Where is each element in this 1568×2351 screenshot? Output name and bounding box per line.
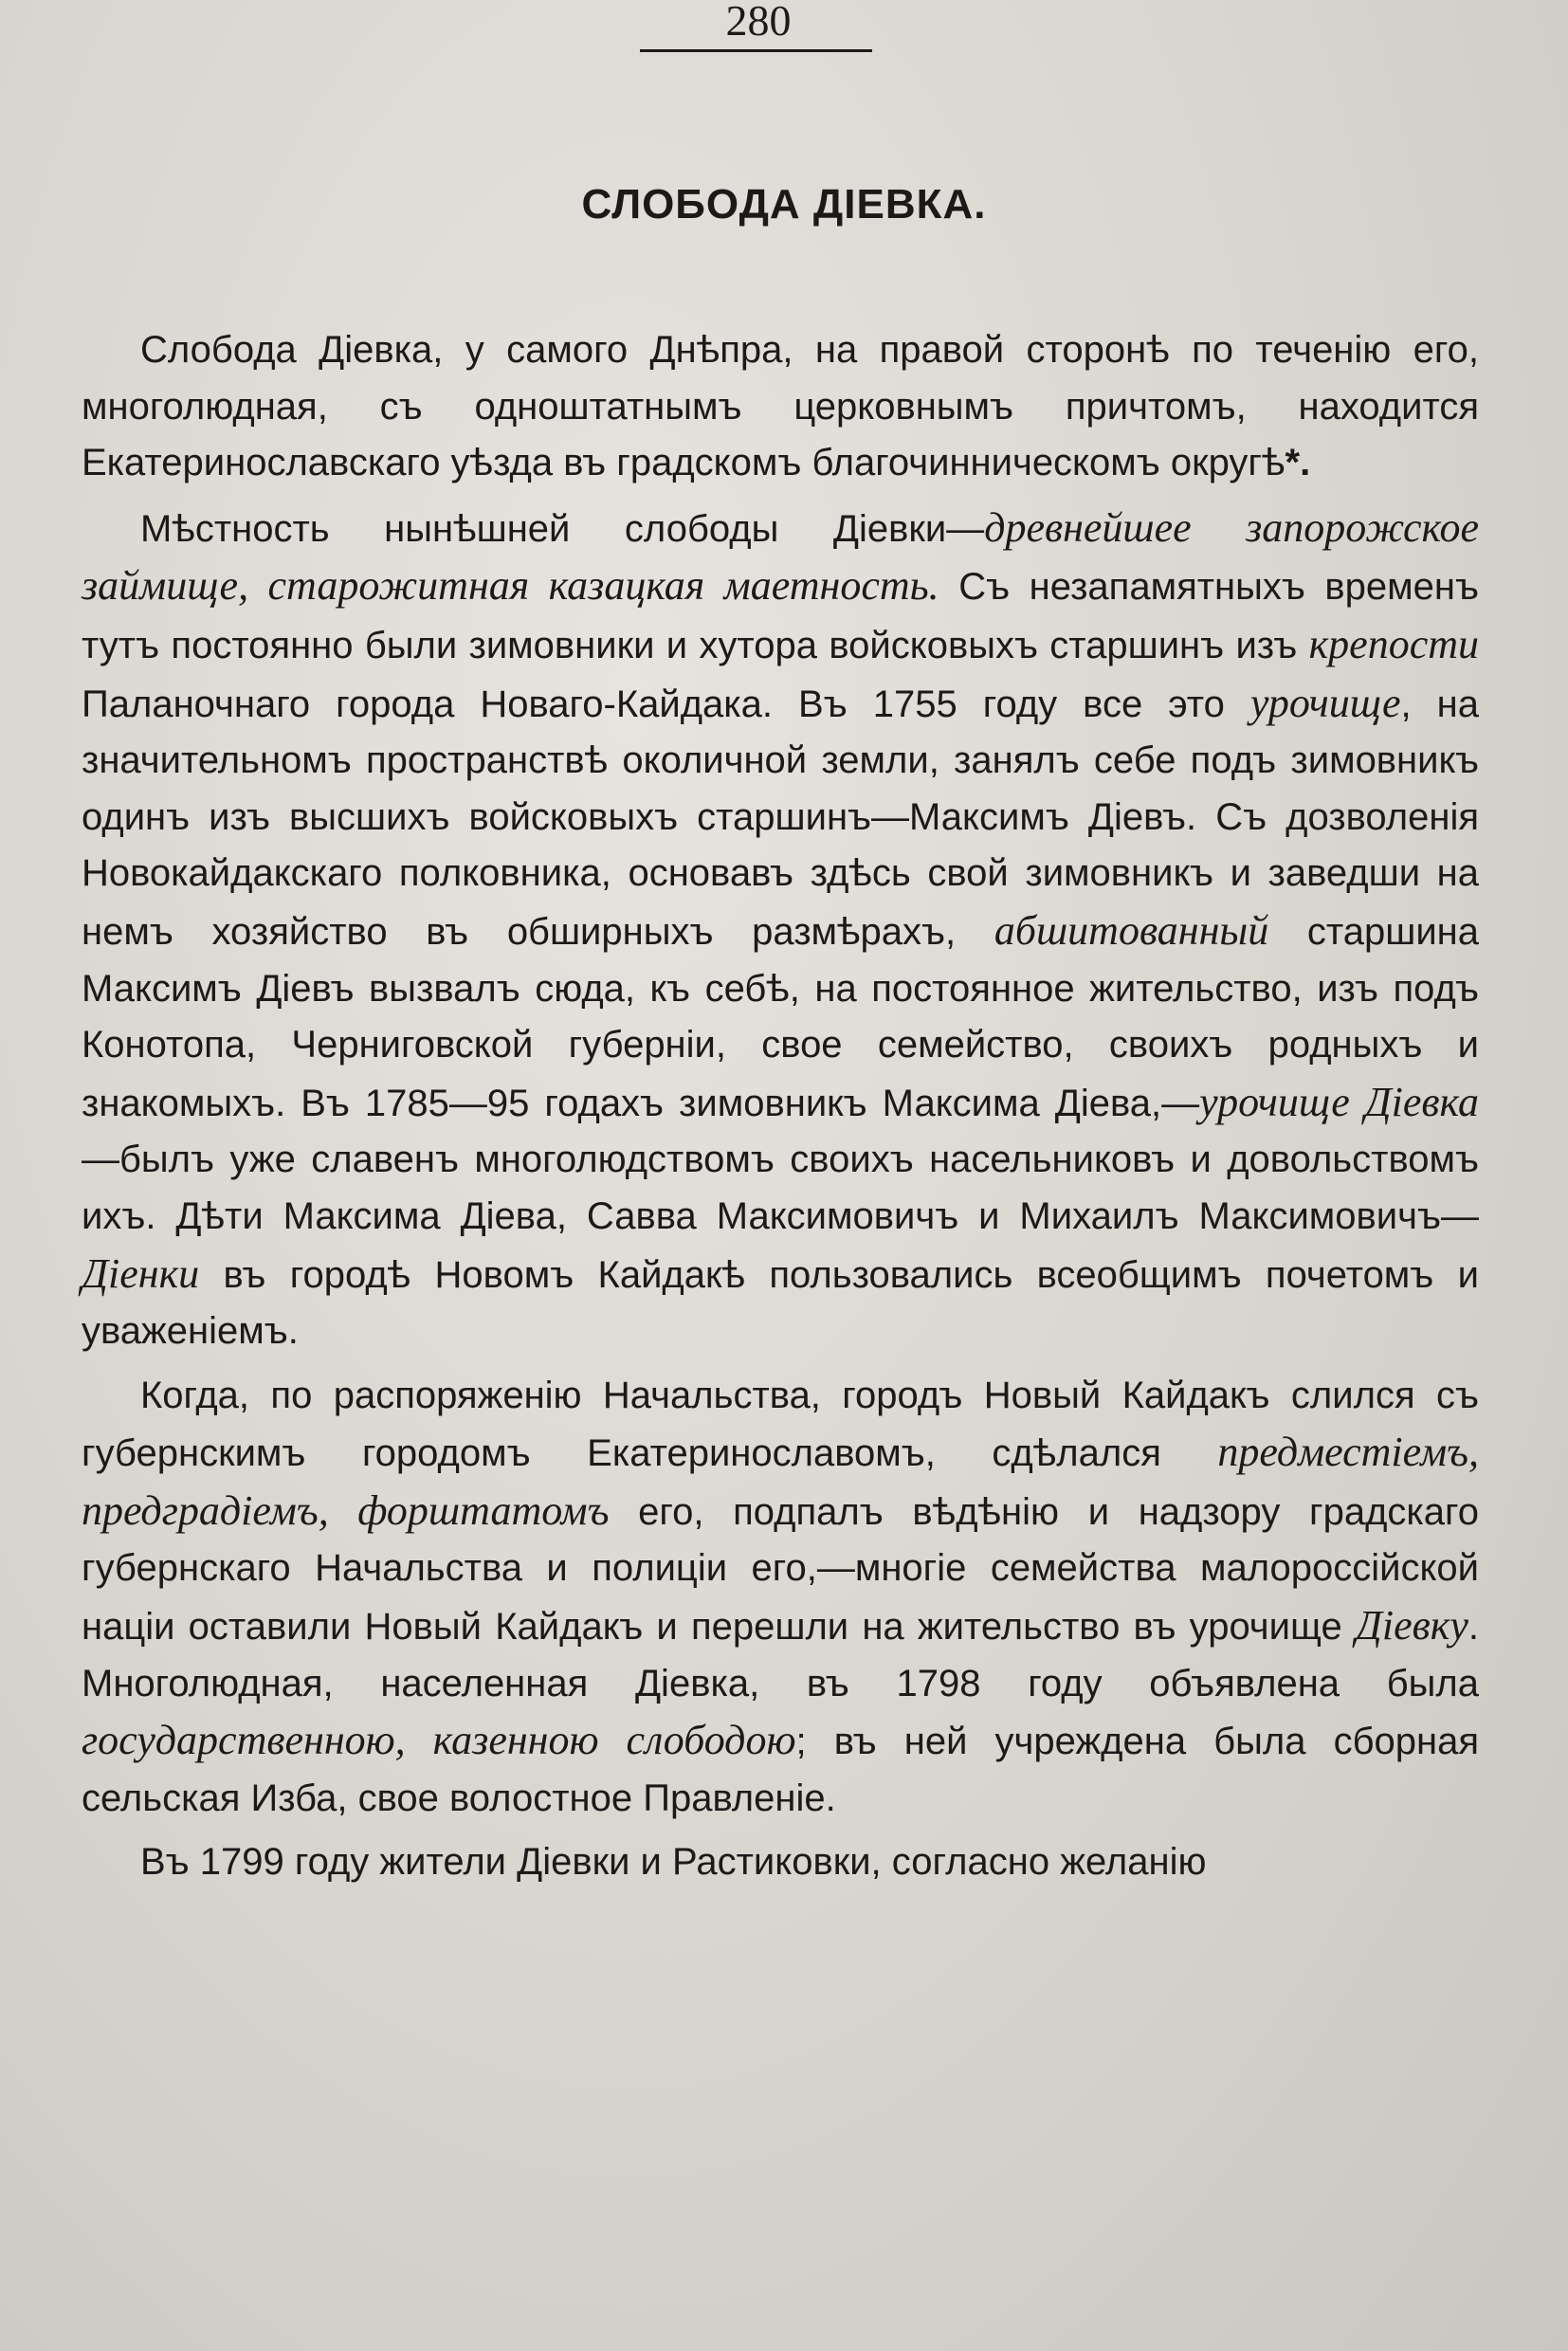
text-run: Съ незапамятныхъ временъ тутъ постоянно были зимовники и хутора войсковыхъ старшинъ изъ <box>82 566 1480 666</box>
text-run: Въ 1799 году жители Діевки и Растиковки, согласно желанію <box>140 1841 1207 1884</box>
emphasized-text: предместіемъ, предградіемъ, форштатомъ <box>82 1429 1479 1534</box>
emphasized-text: урочище Діевка <box>1199 1078 1479 1125</box>
emphasized-text: абшитованный <box>994 906 1269 954</box>
paragraph <box>82 1368 1479 1828</box>
text-run: старшина Максимъ Діевъ вызвалъ сюда, къ себѣ, на постоянное жительство, изъ подъ Конотопа, Черниговской губерніи, свое семейство, своихъ родныхъ и знакомыхъ. Въ 1785—95 годахъ зимовникъ Максима Діева,— <box>82 910 1480 1124</box>
text-run: Слобода Діевка, у самого Днѣпра, на правой сторонѣ по теченію его, многолюдная, съ одноштатнымъ церковнымъ причтомъ, находится Екатеринославскаго уѣзда въ градскомъ благочинническомъ округѣ <box>82 329 1479 484</box>
text-run: ; въ ней учреждена была сборная сельская Изба, свое волостное Правленіе. <box>82 1721 1479 1819</box>
emphasized-text: Діевку <box>1355 1602 1468 1649</box>
text-run: Паланочнаго города Новаго-Кайдака. Въ 1755 году все это <box>82 683 1250 725</box>
paragraph <box>82 322 1479 492</box>
text-run: Мѣстность нынѣшней слободы Діевки— <box>140 507 985 550</box>
emphasized-text: крепости <box>1308 620 1479 667</box>
emphasized-text: государственною, казенною слободою <box>82 1717 796 1764</box>
text-run: . Многолюдная, населенная Діевка, въ 1798 году объявлена была <box>82 1606 1479 1704</box>
paragraph <box>82 1834 1479 1891</box>
text-run: —былъ уже славенъ многолюдствомъ своихъ насельниковъ и довольствомъ ихъ. Дѣти Максима Діева, Савва Максимовичъ и Михаилъ Максимовичъ— <box>82 1139 1479 1237</box>
text-run: Когда, по распоряженію Начальства, городъ Новый Кайдакъ слился съ губернскимъ городомъ Екатеринославомъ, сдѣлался <box>82 1374 1479 1475</box>
footnote-mark: *. <box>1285 442 1311 484</box>
paragraph <box>82 500 1479 1360</box>
page-number: 280 <box>725 0 792 45</box>
text-run: , на значительномъ пространствѣ околичной земли, занялъ себе подъ зимовникъ одинъ изъ высшихъ войсковыхъ старшинъ—Максимъ Діевъ. Съ дозволенія Новокайдакскаго полковника, основавъ здѣсь свой зимовникъ и заведши на немъ хозяйство въ обширныхъ размѣрахъ, <box>82 683 1480 953</box>
emphasized-text: Діенки <box>82 1249 200 1297</box>
text-run: его, подпалъ вѣдѣнію и надзору градскаго губернскаго Начальства и полиціи его,—многіе семейства малороссійской націи оставили Новый Кайдакъ и перешли на жительство въ урочище <box>82 1490 1479 1649</box>
body-text <box>82 322 1479 1891</box>
emphasized-text: урочище <box>1249 679 1401 726</box>
text-run: въ городѣ Новомъ Кайдакѣ пользовались всеобщимъ почетомъ и уваженіемъ. <box>82 1253 1479 1353</box>
emphasized-text: древнейшее запорожское займище, старожитная казацкая маетность. <box>82 503 1479 610</box>
page-number-rule <box>640 49 872 52</box>
chapter-title: СЛОБОДА ДІЕВКА. <box>581 181 987 228</box>
